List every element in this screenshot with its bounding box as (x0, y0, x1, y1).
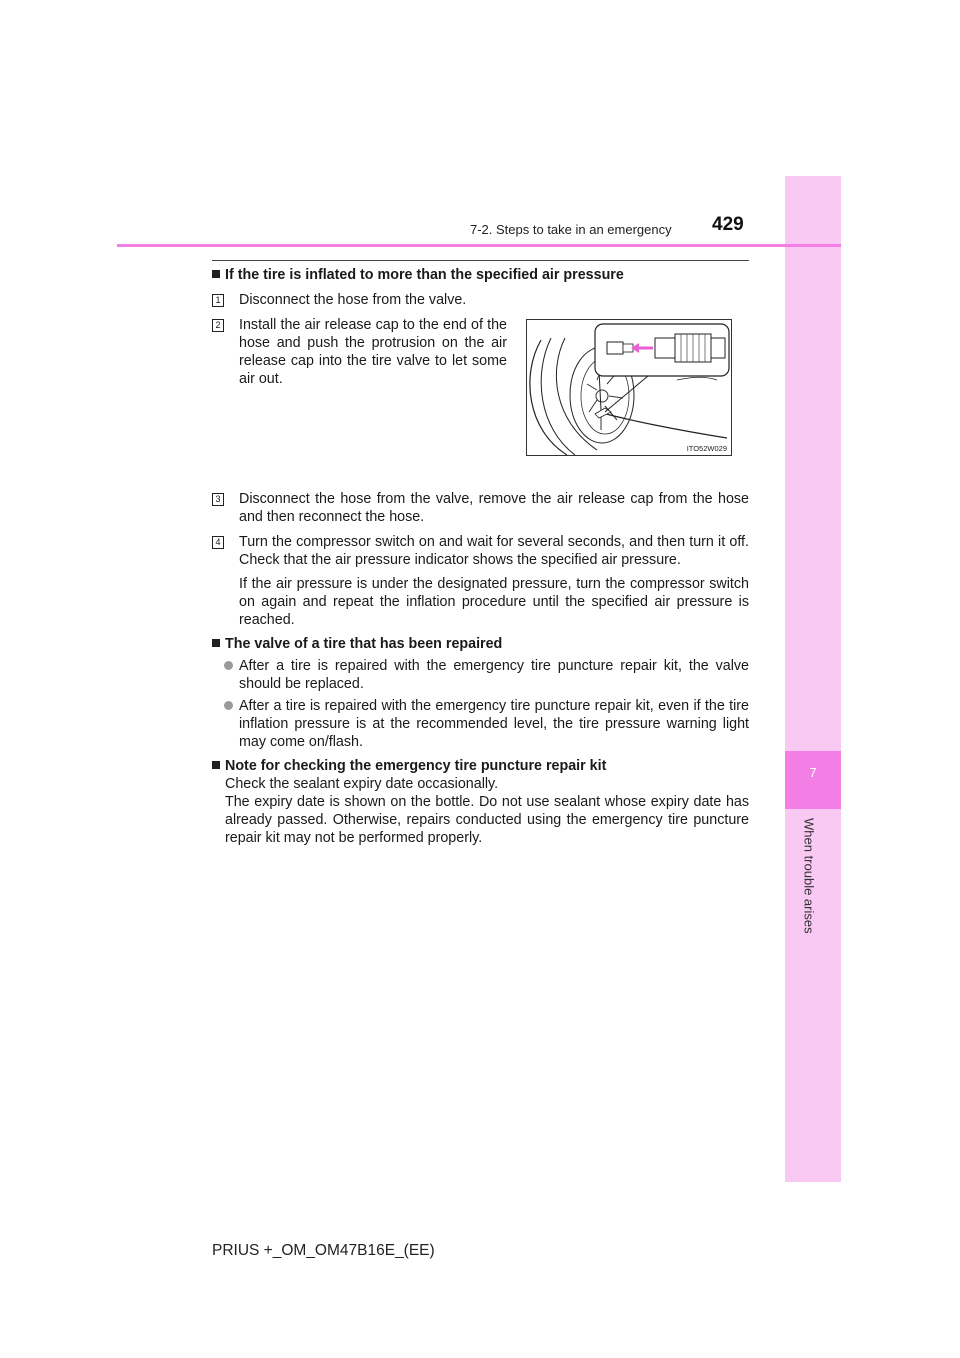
chapter-number: 7 (809, 765, 817, 780)
tire-valve-air-release-illustration-icon (527, 320, 731, 455)
step-number: 4 (212, 536, 224, 549)
tire-valve-figure (526, 319, 732, 456)
page-number: 429 (712, 214, 744, 235)
list-item: After a tire is repaired with the emergency tire puncture repair kit, even if the tire inflation pressure is at the recommended level, the tire pressure warning light may come on/flash. (212, 697, 749, 751)
header-rule (117, 244, 841, 247)
step-4 (212, 533, 749, 569)
step-text: Disconnect the hose from the valve, remove the air release cap from the hose and then reconnect the hose. (239, 491, 749, 525)
square-bullet-icon (212, 639, 220, 647)
circle-bullet-icon (224, 701, 233, 710)
section-title: 7-2. Steps to take in an emergency (470, 222, 672, 237)
list-item: After a tire is repaired with the emergency tire puncture repair kit, the valve should be replaced. (212, 657, 749, 693)
step-number: 3 (212, 493, 224, 506)
section-heading: If the tire is inflated to more than the specified air pressure (212, 266, 749, 284)
chapter-side-tab (785, 176, 841, 1182)
square-bullet-icon (212, 761, 220, 769)
step-text: Install the air release cap to the end of the hose and push the protrusion on the air release cap into the tire valve to let some air out. (239, 317, 507, 387)
step-number: 2 (212, 319, 224, 332)
step-3 (212, 490, 749, 526)
section-heading: The valve of a tire that has been repaired (212, 635, 749, 653)
chapter-active-marker (785, 751, 841, 809)
content-rule (212, 260, 749, 261)
step-text: Disconnect the hose from the valve. (239, 292, 467, 308)
paragraph: Check the sealant expiry date occasionally. The expiry date is shown on the bottle. Do not use sealant whose expiry date has already passed. Otherwise, repairs conducted using the emergency tire puncture repair kit may not be performed properly. (225, 776, 749, 846)
document-code: PRIUS +_OM_OM47B16E_(EE) (212, 1242, 435, 1259)
step-text: Turn the compressor switch on and wait for several seconds, and then turn it off. Check that the air pressure indicator shows the specified air pressure. (239, 534, 749, 568)
step-number: 1 (212, 294, 224, 307)
square-bullet-icon (212, 270, 220, 278)
section-heading: Note for checking the emergency tire puncture repair kit (212, 757, 749, 775)
chapter-label: When trouble arises (801, 818, 817, 934)
step-1 (212, 291, 749, 309)
figure-id: ITO52W029 (686, 444, 727, 453)
circle-bullet-icon (224, 661, 233, 670)
step-note: If the air pressure is under the designated pressure, turn the compressor switch on again and repeat the inflation procedure until the specified air pressure is reached. (239, 576, 749, 628)
